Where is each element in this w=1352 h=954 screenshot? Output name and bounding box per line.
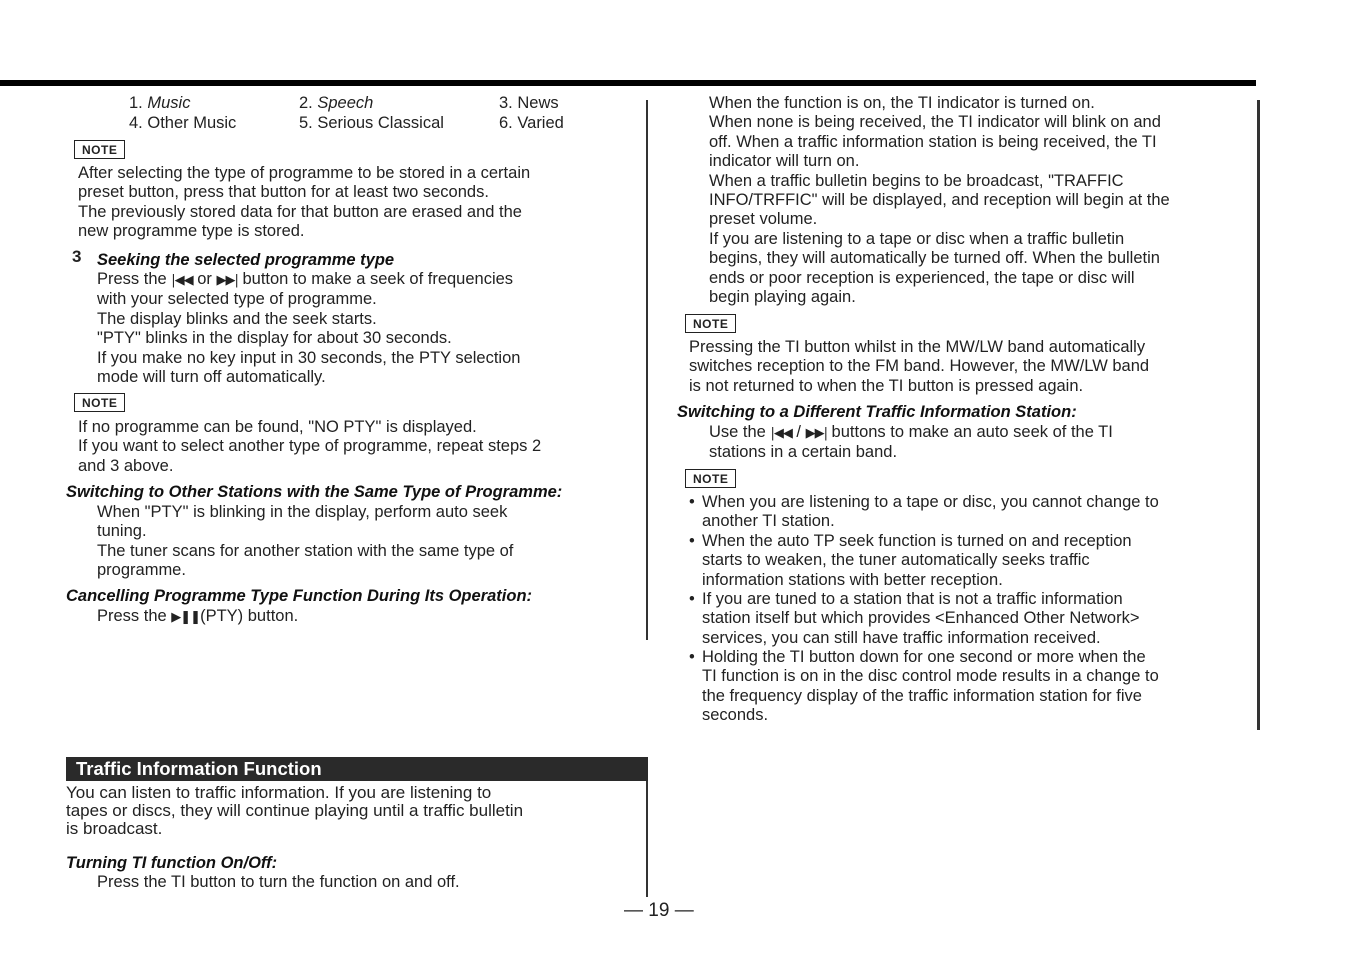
seek-forward-icon: ▶▶| xyxy=(805,426,827,441)
genre-item: 3. News xyxy=(499,94,559,112)
page-number: — 19 — xyxy=(624,900,694,921)
step-number: 3 xyxy=(72,247,82,266)
column-divider xyxy=(646,100,648,640)
step-title: Seeking the selected programme type xyxy=(97,251,395,269)
section-body: Use the |◀◀ / ▶▶| buttons to make an auto seek of the TI stations in a certain band. xyxy=(709,423,1113,462)
ti-description: When the function is on, the TI indicator is turned on. When none is being received, the TI indicator will blink on and off. When a traffic information station is being received, the TI indicator will turn on. When a traffic bulletin begins to be broadcast, "TRAFFIC INFO/TRFFIC" will be displayed, and reception will begin at the preset volume. If you are listening to a tape or disc when a traffic bulletin begins, they will automatically be turned off. When the bulletin ends or poor reception is experienced, the tape or disc will begin playing again. xyxy=(709,94,1170,307)
note-label: NOTE xyxy=(74,140,125,159)
note-bullet: • xyxy=(689,648,695,666)
genre-item: 2. Speech xyxy=(299,94,374,112)
note-bullet-text: When you are listening to a tape or disc, you cannot change to another TI station. xyxy=(702,493,1159,531)
step-body: Press the |◀◀ or ▶▶| button to make a seek of frequencies with your selected type of programme. The display blinks and the seek starts. "PTY" blinks in the display for about 30 seconds. If you make no key input in 30 seconds, the PTY selection mode will turn off automatically. xyxy=(97,270,521,387)
right-margin-rule xyxy=(1257,100,1260,730)
genre-item: 1. Music xyxy=(129,94,191,112)
note-label: NOTE xyxy=(685,469,736,488)
genre-item: 6. Varied xyxy=(499,114,564,132)
section-heading: Switching to Other Stations with the Same Type of Programme: xyxy=(66,483,563,501)
header-rule xyxy=(0,80,1256,86)
genre-item: 5. Serious Classical xyxy=(299,114,444,132)
note-text: If no programme can be found, "NO PTY" is displayed. If you want to select another type of programme, repeat steps 2 and 3 above. xyxy=(78,418,542,475)
section-heading: Switching to a Different Traffic Information Station: xyxy=(677,403,1077,421)
note-label: NOTE xyxy=(74,393,125,412)
section-body: Press the ▶❚❚(PTY) button. xyxy=(97,607,299,625)
section-heading: Cancelling Programme Type Function During Its Operation: xyxy=(66,587,533,605)
section-body: When "PTY" is blinking in the display, perform auto seek tuning. The tuner scans for another station with the same type of programme. xyxy=(97,503,514,580)
note-text: After selecting the type of programme to be stored in a certain preset button, press that button for at least two seconds. The previously stored data for that button are erased and the new programme type is stored. xyxy=(78,164,531,241)
section-body: Press the TI button to turn the function on and off. xyxy=(97,873,460,891)
note-bullet: • xyxy=(689,590,695,608)
traffic-intro: You can listen to traffic information. If you are listening to tapes or discs, they will continue playing until a traffic bulletin is broadcast. xyxy=(66,783,524,838)
genre-item: 4. Other Music xyxy=(129,114,237,132)
seek-forward-icon: ▶▶| xyxy=(216,273,238,288)
note-bullet-text: If you are tuned to a station that is not a traffic information station itself but which provides <Enhanced Other Network> services, you can still have traffic information received. xyxy=(702,590,1140,647)
seek-back-icon: |◀◀ xyxy=(171,273,193,288)
note-bullet: • xyxy=(689,493,695,511)
note-bullet: • xyxy=(689,532,695,550)
seek-back-icon: |◀◀ xyxy=(770,426,792,441)
note-bullet-text: Holding the TI button down for one second or more when the TI function is on in the disc control mode results in a change to the frequency display of the traffic information station for five seconds. xyxy=(702,648,1159,725)
section-heading: Turning TI function On/Off: xyxy=(66,854,278,872)
play-pause-icon: ▶❚❚ xyxy=(171,610,201,625)
note-bullet-text: When the auto TP seek function is turned on and reception starts to weaken, the tuner automatically seeks traffic information stations with better reception. xyxy=(702,532,1132,589)
note-text: Pressing the TI button whilst in the MW/LW band automatically switches reception to the FM band. However, the MW/LW band is not returned to when the TI button is pressed again. xyxy=(689,338,1150,395)
section-title-bar: Traffic Information Function xyxy=(66,757,648,781)
note-label: NOTE xyxy=(685,314,736,333)
